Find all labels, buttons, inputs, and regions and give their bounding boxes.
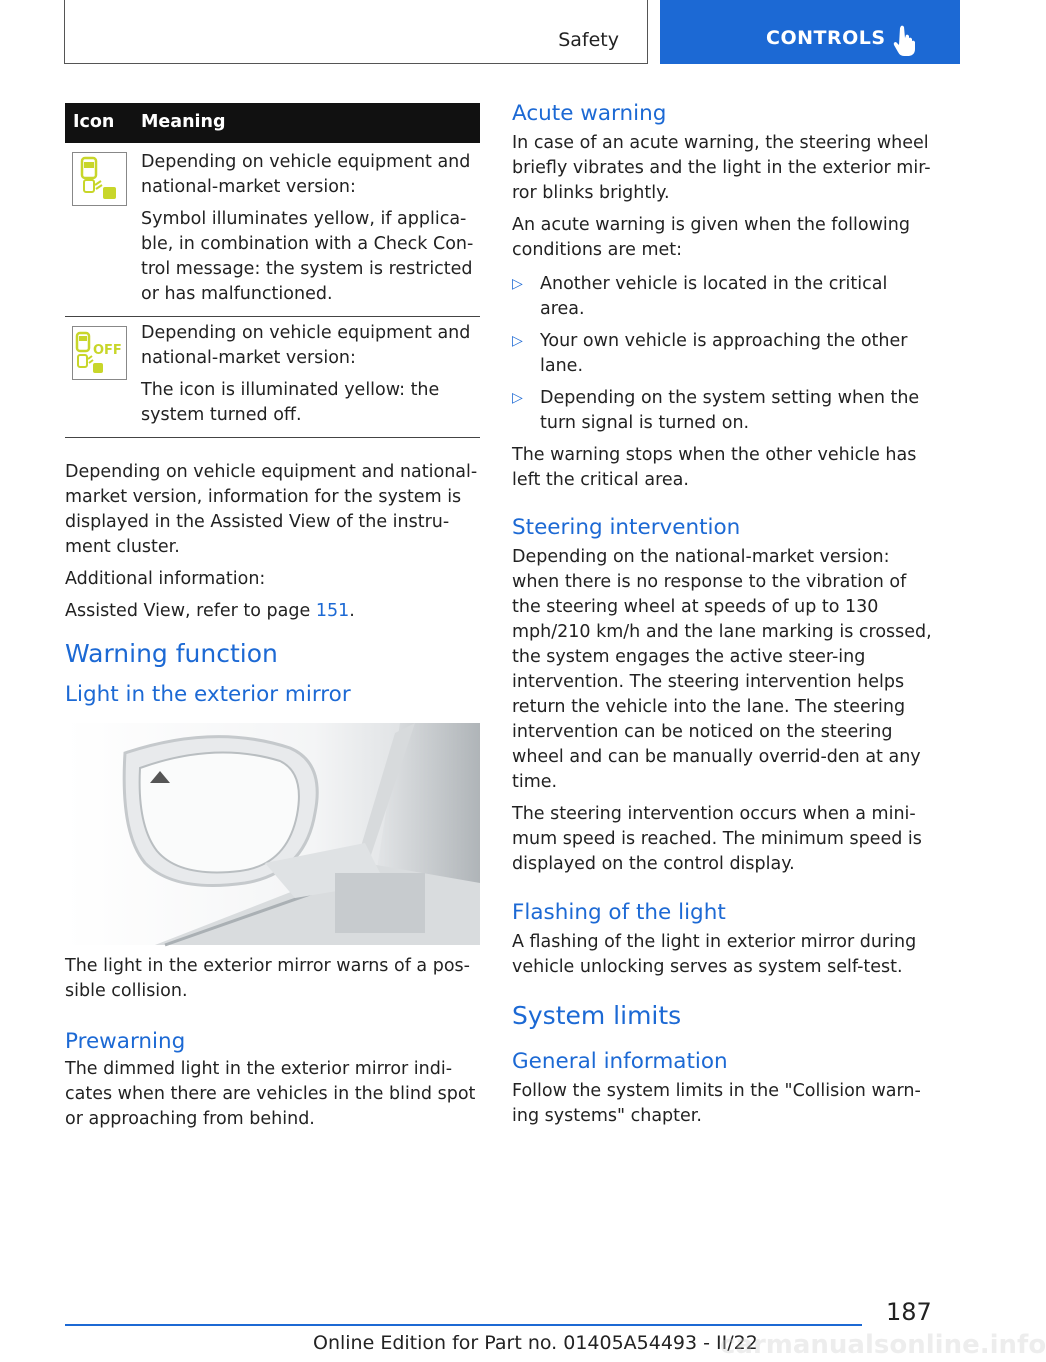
page-number: 187 (886, 1298, 932, 1326)
triangle-bullet-icon: ▷ (512, 390, 523, 406)
heading-warning-function: Warning function (65, 639, 278, 668)
heading-acute-warning: Acute warning (512, 101, 667, 126)
acute-text-2: An acute warning is given when the following conditions are met: (512, 215, 910, 260)
table-meaning-text: Depending on vehicle equipment and national-market version: (141, 323, 471, 368)
intro-paragraph: Depending on vehicle equipment and national-market version, information for the system is displayed in the Assisted View of the instru-ment cluster. (65, 462, 478, 557)
triangle-bullet-icon: ▷ (512, 333, 523, 349)
table-meaning-text: Symbol illuminates yellow, if applica-ble, in combination with a Check Con-trol message: the system is restricted or has malfunctioned. (141, 209, 474, 304)
chapter-title: CONTROLS (766, 27, 886, 49)
acute-text-1: In case of an acute warning, the steering wheel briefly vibrates and the light in the exterior mir-ror blinks brightly. (512, 133, 931, 203)
page-link[interactable]: 151 (315, 601, 350, 621)
list-item: ▷ Depending on the system setting when the turn signal is turned on. (512, 388, 920, 433)
lane-change-warning-malfunction-icon (72, 152, 127, 206)
steering-text-1: Depending on the national-market version: when there is no response to the vibration of the steering wheel at speeds of up to 130 mph/210 km/h and the lane marking is crossed, the system engages the active steer-ing intervention. The steering intervention helps return the vehicle into the lane. The steering intervention can be noticed on the steering wheel and can be manually overrid-den at any time. (512, 547, 932, 792)
acute-text-3: The warning stops when the other vehicle has left the critical area. (512, 445, 917, 490)
heading-steering-intervention: Steering intervention (512, 515, 741, 540)
watermark: carmanualsonline.info (720, 1330, 1046, 1360)
table-meaning-text: The icon is illuminated yellow: the system turned off. (141, 380, 440, 425)
mirror-illustration (65, 723, 480, 945)
svg-text:OFF: OFF (93, 343, 122, 358)
table-header (65, 103, 480, 143)
col-header-meaning: Meaning (141, 112, 226, 132)
col-header-icon: Icon (73, 112, 115, 132)
edition-text: Online Edition for Part no. 01405A54493 - II/22 (313, 1332, 758, 1354)
triangle-bullet-icon: ▷ (512, 276, 523, 292)
mirror-caption: The light in the exterior mirror warns of a pos-sible collision. (65, 956, 470, 1001)
additional-info-label: Additional information: (65, 569, 266, 589)
table-meaning-text: Depending on vehicle equipment and national-market version: (141, 152, 471, 197)
general-text: Follow the system limits in the "Collision warn-ing systems" chapter. (512, 1081, 921, 1126)
footer-divider (65, 1324, 862, 1326)
hand-pointer-icon (892, 24, 920, 56)
steering-text-2: The steering intervention occurs when a mini-mum speed is reached. The minimum speed is displayed on the control display. (512, 804, 922, 874)
table-row (65, 143, 480, 317)
prewarning-text: The dimmed light in the exterior mirror indi-cates when there are vehicles in the blind spot or approaching from behind. (65, 1059, 476, 1129)
chapter-tab (660, 0, 960, 64)
heading-flashing-light: Flashing of the light (512, 900, 726, 925)
right-column (512, 101, 932, 1136)
heading-system-limits: System limits (512, 1001, 682, 1030)
left-column (65, 103, 480, 1139)
condition-list (512, 272, 932, 436)
page-reference: Assisted View, refer to page 151. (65, 601, 355, 621)
heading-general-information: General information (512, 1049, 728, 1074)
flashing-text: A flashing of the light in exterior mirror during vehicle unlocking serves as system self-test. (512, 932, 917, 977)
list-item: ▷ Another vehicle is located in the critical area. (512, 274, 888, 319)
section-title: Safety (558, 29, 619, 51)
heading-light-exterior-mirror: Light in the exterior mirror (65, 682, 351, 707)
table-row (65, 317, 480, 438)
lane-change-warning-off-icon (72, 326, 127, 380)
header-bar (64, 0, 648, 64)
heading-prewarning: Prewarning (65, 1029, 186, 1054)
list-item: ▷ Your own vehicle is approaching the other lane. (512, 331, 908, 376)
